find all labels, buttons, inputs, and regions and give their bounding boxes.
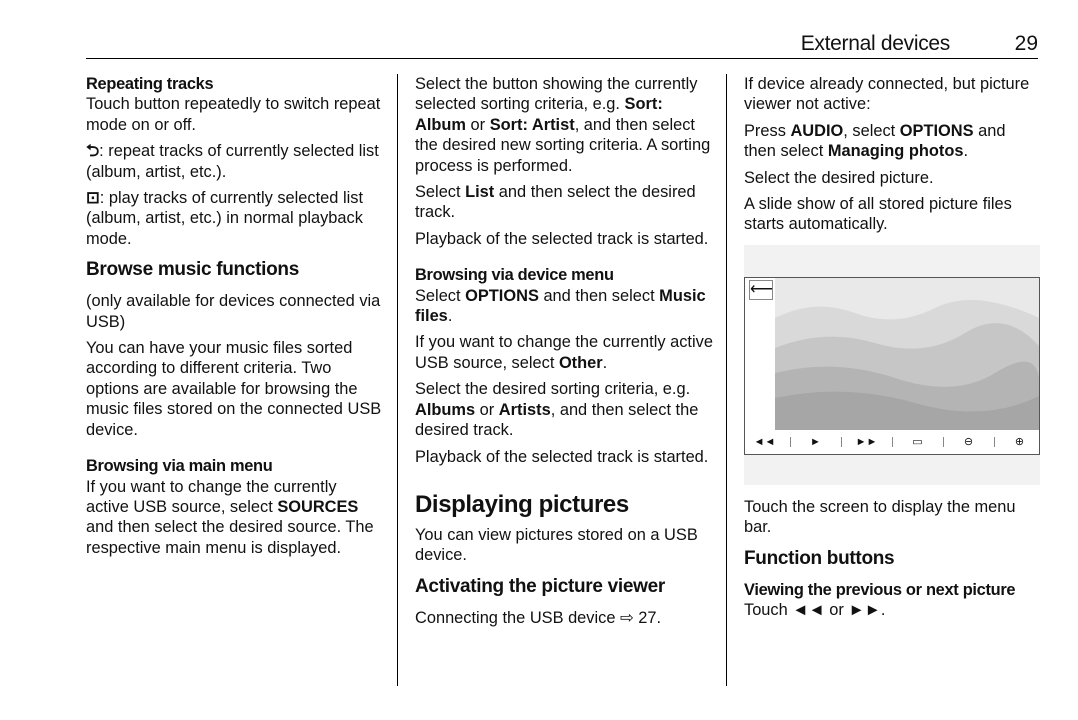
- browse-music-heading: Browse music functions: [86, 259, 299, 281]
- separator: [943, 437, 944, 447]
- sort-select-text: [415, 74, 715, 176]
- column-1: [86, 74, 382, 564]
- column-divider: [397, 74, 398, 686]
- landscape-image: [775, 278, 1039, 430]
- activating-viewer-heading: Activating the picture viewer: [415, 575, 665, 597]
- text: Press: [744, 121, 791, 140]
- page-reference-icon: ⇨: [620, 608, 634, 627]
- text: , and then select the desired track.: [415, 400, 699, 440]
- text: .: [447, 307, 453, 326]
- text: Connecting the USB device: [415, 608, 621, 627]
- previous-icon[interactable]: ◄◄: [753, 435, 776, 448]
- next-icon[interactable]: ►►: [855, 435, 878, 448]
- text: If you want to change the currently active USB source, select: [415, 333, 713, 372]
- albums-label: Albums: [415, 400, 476, 419]
- slideshow-text: A slide show of all stored picture files starts automatically.: [744, 195, 1012, 234]
- separator: [892, 437, 893, 447]
- zoom-out-icon[interactable]: ⊖: [963, 435, 974, 448]
- sort-criteria-text: [415, 379, 715, 440]
- browse-p2: You can have your music files sorted according to different criteria. Two options are available for browsing the music files stored on the connected USB device.: [86, 339, 382, 439]
- text: Select the desired sorting criteria, e.g.: [415, 380, 691, 399]
- separator: [790, 437, 791, 447]
- repeat-off-text: [86, 188, 382, 249]
- text: or: [824, 601, 849, 620]
- options-label: OPTIONS: [465, 286, 539, 305]
- sources-label: SOURCES: [277, 497, 359, 516]
- function-buttons-heading: Function buttons: [744, 547, 895, 569]
- sort-artist-label: Sort: Artist: [489, 115, 575, 134]
- picture-viewer-screen: [744, 277, 1040, 455]
- viewing-heading: Viewing the previous or next picture: [744, 580, 1016, 599]
- managing-photos-label: Managing photos: [827, 142, 964, 161]
- device-menu-heading: Browsing via device menu: [415, 266, 614, 285]
- device-menu-text: [415, 286, 715, 327]
- repeat-icon: ⮌: [86, 142, 100, 161]
- text: Select: [415, 286, 466, 305]
- text: or: [466, 115, 490, 134]
- touch-screen-text: Touch the screen to display the menu bar.: [744, 497, 1016, 537]
- text: or: [475, 400, 499, 419]
- header-title: External devices: [800, 32, 950, 55]
- select-picture-text: Select the desired picture.: [744, 168, 934, 187]
- text: If you want to change the currently active USB source, select: [86, 477, 337, 516]
- playback-text-2: Playback of the selected track is started.: [415, 447, 709, 466]
- change-source-text: [415, 332, 715, 373]
- repeat-text: Touch button repeatedly to switch repeat mode on or off.: [86, 95, 381, 134]
- text: , select: [843, 121, 900, 140]
- separator: [994, 437, 995, 447]
- repeat-off-desc: : play tracks of currently selected list (album, artist, etc.) in normal playback mode.: [86, 189, 363, 248]
- repeating-tracks-heading: Repeating tracks: [86, 75, 214, 93]
- text: Select: [415, 183, 466, 202]
- main-menu-heading: Browsing via main menu: [86, 457, 273, 476]
- next-icon: ►►: [848, 601, 881, 620]
- viewer-menu-bar: [745, 430, 1039, 454]
- audio-label: AUDIO: [790, 121, 844, 140]
- back-arrow-icon[interactable]: ⟵: [750, 280, 773, 298]
- displaying-pictures-heading: Displaying pictures: [415, 490, 629, 518]
- page-header: [86, 30, 1038, 59]
- text: and then select: [538, 286, 660, 305]
- text: .: [880, 601, 886, 620]
- landscape-photo: [775, 278, 1039, 430]
- browse-p1: (only available for devices connected via USB): [86, 292, 381, 331]
- text: 27.: [633, 608, 662, 627]
- artists-label: Artists: [498, 400, 551, 419]
- text: .: [602, 353, 608, 372]
- repeat-on-desc: : repeat tracks of currently selected list (album, artist, etc.).: [86, 142, 379, 181]
- column-3: [744, 74, 1040, 626]
- column-2: [415, 74, 715, 634]
- text: and then select the desired track.: [415, 183, 696, 222]
- playback-text: Playback of the selected track is started.: [415, 229, 709, 248]
- sort-album-label: Sort: Album: [415, 95, 663, 134]
- picture-viewer-figure: [744, 245, 1040, 485]
- options-label: OPTIONS: [899, 121, 974, 140]
- text: .: [963, 142, 969, 161]
- touch-prev-next-text: [744, 600, 1040, 620]
- connecting-text: [415, 608, 715, 628]
- repeat-off-icon: ⊡: [86, 189, 100, 208]
- repeat-on-text: [86, 141, 382, 182]
- separator: [841, 437, 842, 447]
- text: and then select: [744, 121, 1006, 161]
- select-list-text: [415, 182, 715, 223]
- main-menu-text: [86, 477, 382, 559]
- text: and then select the desired source. The respective main menu is displayed.: [86, 518, 374, 557]
- page-number: 29: [1014, 32, 1038, 55]
- column-divider: [726, 74, 727, 686]
- zoom-in-icon[interactable]: ⊕: [1014, 435, 1025, 448]
- list-label: List: [465, 183, 495, 202]
- device-connected-text: If device already connected, but picture viewer not active:: [744, 75, 1030, 114]
- play-icon[interactable]: ►: [810, 435, 821, 448]
- text: Touch: [744, 601, 793, 620]
- text: , and then select the desired new sorting criteria. A sorting process is performed.: [415, 115, 711, 175]
- pictures-text: You can view pictures stored on a USB device.: [415, 525, 698, 565]
- press-audio-text: [744, 121, 1040, 162]
- previous-icon: ◄◄: [792, 601, 825, 620]
- music-files-label: Music files: [415, 286, 706, 326]
- fit-screen-icon[interactable]: ▭: [912, 435, 923, 448]
- other-label: Other: [558, 353, 603, 372]
- text: Select the button showing the currently selected sorting criteria, e.g.: [415, 75, 698, 114]
